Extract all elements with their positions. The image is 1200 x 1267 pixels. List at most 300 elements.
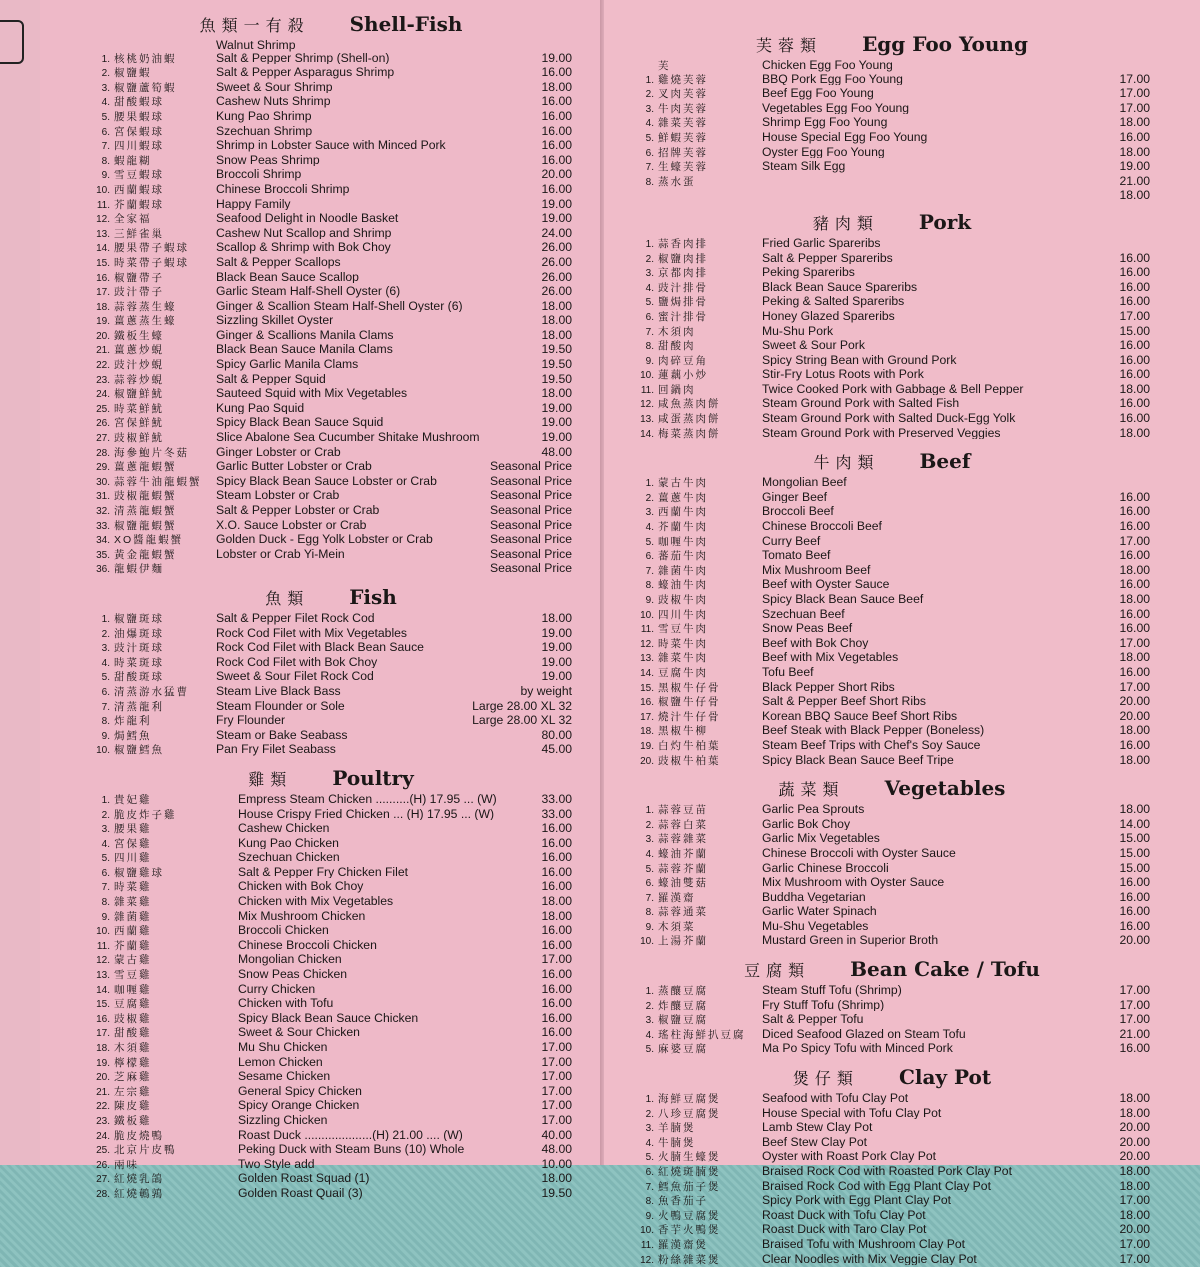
item-number: 27.	[96, 433, 110, 445]
item-number: 3.	[101, 824, 110, 836]
item-number: 10.	[96, 745, 110, 757]
item-chinese-name: 蒸釀豆腐	[658, 985, 708, 998]
menu-item	[90, 460, 572, 475]
menu-item	[634, 102, 1150, 117]
item-number: 11.	[96, 199, 110, 211]
item-chinese-name: 腰果帶子蝦球	[114, 242, 189, 255]
item-number: 7.	[101, 882, 110, 894]
item-name: Steam Flounder or Sole	[216, 699, 345, 713]
item-chinese-name: 叉肉芙蓉	[658, 88, 708, 101]
menu-item	[634, 549, 1150, 564]
item-chinese-name: 蒜蓉芥蘭	[658, 862, 708, 875]
menu-item	[634, 739, 1150, 754]
item-name: Salt & Pepper Shrimp (Shell-on)	[216, 51, 390, 65]
item-number: 1.	[101, 794, 110, 806]
item-name: Seafood with Tofu Clay Pot	[762, 1092, 909, 1105]
item-price: by weight	[520, 683, 572, 698]
menu-item	[634, 266, 1150, 281]
item-number: 27.	[96, 1174, 110, 1186]
item-number: 11.	[96, 940, 110, 952]
item-number: 2.	[645, 89, 654, 101]
item-chinese-name: 左宗雞	[114, 1085, 152, 1098]
section-beef	[634, 449, 1150, 768]
item-price: 18.00	[541, 908, 572, 923]
item-number: 3.	[101, 643, 110, 655]
menu-item	[90, 822, 572, 837]
item-price: 17.00	[1119, 997, 1150, 1012]
item-chinese-name: 魚香茄子	[658, 1195, 708, 1208]
menu-item	[90, 139, 572, 154]
item-chinese-name: 鮮蝦芙蓉	[658, 131, 708, 144]
menu-item	[634, 622, 1150, 637]
item-name: Black Bean Sauce Spareribs	[762, 280, 918, 294]
menu-item	[634, 1092, 1150, 1107]
item-chinese-name: 咸魚蒸肉餅	[658, 398, 721, 411]
item-price: 16.00	[1119, 918, 1150, 933]
menu-item	[634, 1165, 1150, 1180]
item-number: 2.	[645, 492, 654, 504]
item-name: Snow Peas Chicken	[238, 968, 348, 981]
menu-item	[90, 416, 572, 431]
item-chinese-name: 蒜香肉排	[658, 237, 708, 250]
item-name: Snow Peas Beef	[762, 622, 853, 635]
item-name: Cashew Chicken	[238, 822, 330, 835]
item-price: 16.00	[1119, 548, 1150, 563]
item-price: 16.00	[541, 923, 572, 938]
section-title-chinese: 蔬菜類	[778, 780, 845, 800]
item-chinese-name: 蒜蓉白菜	[658, 818, 708, 831]
item-number: 12.	[96, 214, 110, 226]
menu-item	[90, 793, 572, 808]
item-name: Broccoli Chicken	[238, 924, 329, 937]
item-chinese-name: 蠔油雙菇	[658, 877, 708, 890]
section-heading	[634, 957, 1150, 981]
item-price: 10.00	[541, 1156, 572, 1171]
item-chinese-name: 咖喱牛肉	[658, 535, 708, 548]
item-chinese-name: 四川蝦球	[114, 140, 164, 153]
item-price: 19.50	[541, 357, 572, 372]
item-chinese-name: 雪豆雞	[114, 969, 152, 982]
item-number: 1.	[101, 613, 110, 625]
item-number: 31.	[96, 491, 110, 503]
menu-item	[90, 968, 572, 983]
item-chinese-name: 油爆斑球	[114, 627, 164, 640]
item-price: 17.00	[541, 1069, 572, 1084]
item-number: 7.	[645, 565, 654, 577]
item-chinese-name: 龍蝦伊麵	[114, 563, 164, 576]
item-number: 8.	[101, 716, 110, 728]
item-price: 16.00	[541, 967, 572, 982]
menu-item	[634, 505, 1150, 520]
item-price: 14.00	[1119, 816, 1150, 831]
menu-item	[634, 295, 1150, 310]
item-name: Sweet & Sour Filet Rock Cod	[216, 670, 374, 683]
item-price: 20.00	[1119, 1120, 1150, 1135]
item-name: Sauteed Squid with Mix Vegetables	[216, 387, 408, 400]
item-chinese-name: 全家福	[114, 213, 152, 226]
item-number: 3.	[645, 1015, 654, 1027]
item-number: 1.	[101, 53, 110, 65]
section-title-chinese: 牛肉類	[813, 453, 880, 473]
section-title: Pork	[918, 209, 972, 234]
section-shellfish	[90, 12, 572, 577]
menu-item	[634, 116, 1150, 131]
item-number: 4.	[101, 657, 110, 669]
item-chinese-name: 椒鹽鮮魷	[114, 388, 164, 401]
item-name: Mongolian Chicken	[238, 953, 342, 967]
item-chinese-name: 雜菜芙蓉	[658, 117, 708, 130]
section-title: Clay Pot	[898, 1065, 992, 1090]
menu-item	[90, 1187, 572, 1202]
menu-item	[634, 146, 1150, 161]
menu-item	[90, 880, 572, 895]
item-number: 4.	[645, 848, 654, 860]
menu-item	[634, 862, 1150, 877]
item-name: Garlic Steam Half-Shell Oyster (6)	[216, 285, 401, 298]
item-chinese-name: 椒鹽豆腐	[658, 1014, 708, 1027]
section-title: Fish	[349, 584, 397, 609]
item-price: 26.00	[541, 284, 572, 299]
item-price: Seasonal Price	[490, 459, 572, 474]
item-name: Salt & Pepper Asparagus Shrimp	[216, 66, 395, 79]
menu-item	[634, 847, 1150, 862]
menu-item	[90, 1129, 572, 1144]
menu-item	[634, 87, 1150, 102]
item-number: 13.	[96, 228, 110, 240]
item-price: 18.00	[1119, 1091, 1150, 1106]
item-name: BBQ Pork Egg Foo Young	[762, 72, 903, 86]
item-chinese-name: 牛腩煲	[658, 1136, 696, 1149]
item-price: 16.00	[1119, 889, 1150, 904]
item-name: Garlic Pea Sprouts	[762, 803, 865, 816]
item-name: Lemon Chicken	[238, 1055, 323, 1069]
item-price: 17.00	[1119, 71, 1150, 86]
item-name: Scallop & Shrimp with Bok Choy	[216, 241, 391, 254]
item-price: 17.00	[1119, 679, 1150, 694]
item-name: Sesame Chicken	[238, 1070, 331, 1083]
item-price: Seasonal Price	[490, 503, 572, 517]
item-name: Kung Pao Squid	[216, 401, 305, 415]
item-chinese-name: 豆腐牛肉	[658, 666, 708, 679]
section-pork	[634, 210, 1150, 441]
item-number: 13.	[640, 653, 654, 665]
item-chinese-name: 海參鮑片冬菇	[114, 446, 189, 459]
item-chinese-name: 宮保蝦球	[114, 125, 164, 138]
item-number: 14.	[640, 428, 654, 440]
item-name: Shrimp Egg Foo Young	[762, 116, 888, 129]
item-chinese-name: 黑椒牛柳	[658, 725, 708, 738]
item-number: 7.	[645, 892, 654, 904]
menu-item	[90, 1026, 572, 1041]
item-chinese-name: 宮保雞	[114, 837, 152, 850]
item-chinese-name: 椒鹽帶子	[114, 271, 164, 284]
item-price: 16.00	[1119, 367, 1150, 382]
item-chinese-name: 紅燒鵪鶉	[114, 1187, 164, 1200]
menu-item	[90, 227, 572, 242]
item-name: House Special Egg Foo Young	[762, 130, 928, 144]
item-price: 18.00	[1119, 115, 1150, 130]
menu-item	[634, 1150, 1150, 1165]
item-chinese-name: 雜菜雞	[114, 896, 152, 909]
item-number: 12.	[640, 399, 654, 411]
menu-item	[90, 1056, 572, 1071]
menu-item	[634, 876, 1150, 891]
item-name: Steam Lobster or Crab	[216, 489, 340, 502]
item-number: 1.	[645, 478, 654, 490]
item-chinese-name: 梅菜蒸肉餅	[658, 427, 721, 440]
item-chinese-name: 雜菌雞	[114, 910, 152, 923]
item-number: 34.	[96, 535, 110, 547]
item-number: 29.	[96, 462, 110, 474]
item-price: 18.00	[541, 327, 572, 342]
item-number: 7.	[645, 162, 654, 174]
section-title: Poultry	[332, 765, 414, 790]
item-price: 20.00	[1119, 708, 1150, 723]
section-title-chinese: 魚類	[265, 588, 310, 608]
menu-item	[90, 1172, 572, 1187]
item-price: 18.00	[1119, 723, 1150, 738]
item-price: 18.00	[1119, 1178, 1150, 1193]
item-name: Kung Pao Shrimp	[216, 109, 312, 123]
menu-item	[634, 59, 1150, 73]
item-chinese-name: 雜菜牛肉	[658, 652, 708, 665]
section-title: Beef	[919, 449, 971, 474]
menu-item	[634, 832, 1150, 847]
item-price: 16.00	[1119, 875, 1150, 890]
menu-item	[634, 175, 1150, 190]
item-chinese-name: 核桃奶油蝦	[114, 52, 177, 65]
section-heading	[634, 1065, 1150, 1089]
item-name: Ginger & Scallion Steam Half-Shell Oyster (6)	[216, 299, 463, 313]
item-number: 6.	[645, 147, 654, 159]
item-price: Seasonal Price	[490, 546, 572, 561]
menu-item	[90, 314, 572, 329]
item-number: 12.	[640, 638, 654, 650]
item-name: General Spicy Chicken	[238, 1084, 362, 1098]
item-chinese-name: 瑤柱海鮮扒豆腐	[658, 1028, 746, 1041]
item-name: Oyster Egg Foo Young	[762, 145, 885, 159]
item-number: 10.	[640, 1225, 654, 1237]
item-price: Seasonal Price	[490, 473, 572, 488]
item-name: Tofu Beef	[762, 665, 814, 679]
menu-item	[634, 818, 1150, 833]
menu-item	[90, 285, 572, 300]
item-name: Beef Egg Foo Young	[762, 87, 874, 100]
section-heading	[634, 449, 1150, 473]
item-number: 14.	[640, 667, 654, 679]
item-price: 16.00	[541, 1025, 572, 1040]
menu-item	[634, 383, 1150, 398]
item-price: 15.00	[1119, 323, 1150, 338]
item-name: Beef Stew Clay Pot	[762, 1135, 867, 1149]
item-number: 11.	[640, 1239, 654, 1251]
item-number: 4.	[645, 282, 654, 294]
item-name: Garlic Chinese Broccoli	[762, 861, 889, 875]
item-chinese-name: 雪豆牛肉	[658, 623, 708, 636]
item-price: 20.00	[1119, 1149, 1150, 1164]
menu-item	[90, 714, 572, 729]
menu-item	[90, 895, 572, 910]
item-number: 17.	[96, 287, 110, 299]
item-price: 16.00	[1119, 519, 1150, 534]
item-price: 33.00	[541, 806, 572, 821]
item-chinese-name: 時菜雞	[114, 881, 152, 894]
item-price: 26.00	[541, 269, 572, 284]
menu-item	[634, 520, 1150, 535]
item-chinese-name: 海鮮豆腐煲	[658, 1093, 721, 1106]
item-price: 17.00	[1119, 1193, 1150, 1208]
item-name: House Special with Tofu Clay Pot	[762, 1106, 942, 1120]
item-number: 16.	[96, 272, 110, 284]
menu-item	[90, 533, 572, 548]
menu-item	[634, 999, 1150, 1014]
item-price: 80.00	[541, 727, 572, 742]
item-name: Spicy Black Bean Sauce Lobster or Crab	[216, 474, 437, 488]
item-number: 1.	[645, 986, 654, 998]
menu-item	[90, 1070, 572, 1085]
item-number: 11.	[640, 624, 654, 636]
item-number: 21.	[96, 1086, 110, 1098]
item-number: 24.	[96, 1130, 110, 1142]
item-number: 2.	[101, 809, 110, 821]
menu-item	[634, 984, 1150, 999]
item-name: Chinese Broccoli Beef	[762, 520, 882, 533]
item-chinese-name: 椒鹽雞球	[114, 866, 164, 879]
item-price: 16.00	[1119, 504, 1150, 519]
item-number: 9.	[101, 730, 110, 742]
item-name: Slice Abalone Sea Cucumber Shitake Mushroom	[216, 431, 480, 444]
item-name: Golden Roast Squad (1)	[238, 1172, 370, 1185]
item-price: 17.00	[541, 1112, 572, 1127]
item-chinese-name: 粉絲雜菜煲	[658, 1253, 721, 1266]
item-name: Peking Duck with Steam Buns (10) Whole	[238, 1143, 465, 1156]
menu-item	[90, 387, 572, 402]
item-price: 18.00	[541, 313, 572, 328]
item-price: 18.00	[1119, 381, 1150, 396]
item-number: 20.	[640, 755, 654, 767]
item-price: 16.00	[541, 937, 572, 952]
item-name: Pan Fry Filet Seabass	[216, 743, 336, 756]
item-name: Broccoli Shrimp	[216, 168, 302, 181]
item-chinese-name: 蒜蓉牛油龍蝦蟹	[114, 475, 202, 488]
menu-item	[90, 1143, 572, 1158]
menu-item	[90, 329, 572, 344]
menu-item	[634, 905, 1150, 920]
item-price: 17.00	[541, 1098, 572, 1113]
item-number: 15.	[96, 257, 110, 269]
item-name: Tomato Beef	[762, 549, 831, 562]
menu-item	[90, 548, 572, 563]
item-number: 18.	[96, 301, 110, 313]
section-title: Vegetables	[884, 776, 1006, 801]
menu-left-page	[40, 0, 612, 1200]
item-price: 26.00	[541, 254, 572, 269]
item-chinese-name: 西蘭蝦球	[114, 183, 164, 196]
item-price: 19.50	[541, 1185, 572, 1200]
item-price: 16.00	[541, 152, 572, 167]
item-price: 18.00	[1119, 802, 1150, 817]
item-number: 7.	[645, 1181, 654, 1193]
item-chinese-name: 回鍋肉	[658, 383, 696, 396]
menu-item	[90, 300, 572, 315]
item-price: 16.00	[541, 821, 572, 836]
item-chinese-name: 羅漢齋	[658, 891, 696, 904]
menu-item	[90, 183, 572, 198]
menu-item	[634, 535, 1150, 550]
menu-item	[90, 743, 572, 758]
item-chinese-name: 陳皮雞	[114, 1100, 152, 1113]
item-price: 19.50	[541, 342, 572, 357]
section-heading	[90, 585, 572, 609]
menu-item	[634, 681, 1150, 696]
item-number: 25.	[96, 403, 110, 415]
item-number: 15.	[640, 682, 654, 694]
item-number: 9.	[101, 170, 110, 182]
item-price: 16.00	[1119, 279, 1150, 294]
menu-item	[634, 281, 1150, 296]
item-name: Spicy Pork with Egg Plant Clay Pot	[762, 1194, 951, 1207]
menu-item	[90, 358, 572, 373]
item-name: Chicken with Mix Vegetables	[238, 895, 394, 908]
menu-item	[634, 637, 1150, 652]
item-number: 19.	[96, 1057, 110, 1069]
item-number: 4.	[645, 522, 654, 534]
item-chinese-name: 甜酸肉	[658, 340, 696, 353]
item-price: Seasonal Price	[490, 488, 572, 503]
item-chinese-name: 咸蛋蒸肉餅	[658, 413, 721, 426]
item-price: 17.00	[1119, 1012, 1150, 1027]
menu-item	[634, 1107, 1150, 1122]
menu-item	[634, 1209, 1150, 1224]
item-price: 15.00	[1119, 860, 1150, 875]
menu-item	[90, 168, 572, 183]
item-price: 16.00	[1119, 338, 1150, 353]
item-number: 3.	[645, 507, 654, 519]
item-name: Stir-Fry Lotus Roots with Pork	[762, 368, 924, 381]
item-name: Sweet & Sour Shrimp	[216, 80, 333, 94]
item-number: 8.	[645, 176, 654, 188]
item-name: Honey Glazed Spareribs	[762, 309, 895, 323]
item-price: 16.00	[541, 108, 572, 123]
item-chinese-name: 甜酸斑球	[114, 671, 164, 684]
menu-right-page	[604, 0, 1200, 1266]
item-name: Rock Cod Filet with Black Bean Sauce	[216, 641, 424, 654]
item-name: Ginger Beef	[762, 490, 828, 504]
item-price: 18.00	[541, 1171, 572, 1186]
item-number: 20.	[96, 1072, 110, 1084]
item-price: 18.00	[1119, 1105, 1150, 1120]
menu-item	[90, 562, 572, 577]
item-number: 4.	[101, 97, 110, 109]
menu-item	[90, 983, 572, 998]
item-number: 1.	[645, 1094, 654, 1106]
item-name: Spicy String Bean with Ground Pork	[762, 353, 957, 367]
item-price: 21.00	[1119, 1026, 1150, 1041]
menu-item	[634, 368, 1150, 383]
menu-item	[634, 710, 1150, 725]
item-number: 20.	[96, 330, 110, 342]
item-number: 7.	[645, 326, 654, 338]
item-chinese-name: 清蒸游水猛曹	[114, 685, 189, 698]
item-name: Snow Peas Shrimp	[216, 153, 320, 167]
item-name: Steam Ground Pork with Salted Fish	[762, 397, 960, 411]
item-price: 18.00	[541, 894, 572, 909]
item-name: Lobster or Crab Yi-Mein	[216, 547, 345, 561]
item-name: Mongolian Beef	[762, 476, 847, 489]
item-chinese-name: 肉碎豆角	[658, 354, 708, 367]
item-name: Two Style add	[238, 1157, 315, 1171]
item-number: 11.	[640, 384, 654, 396]
